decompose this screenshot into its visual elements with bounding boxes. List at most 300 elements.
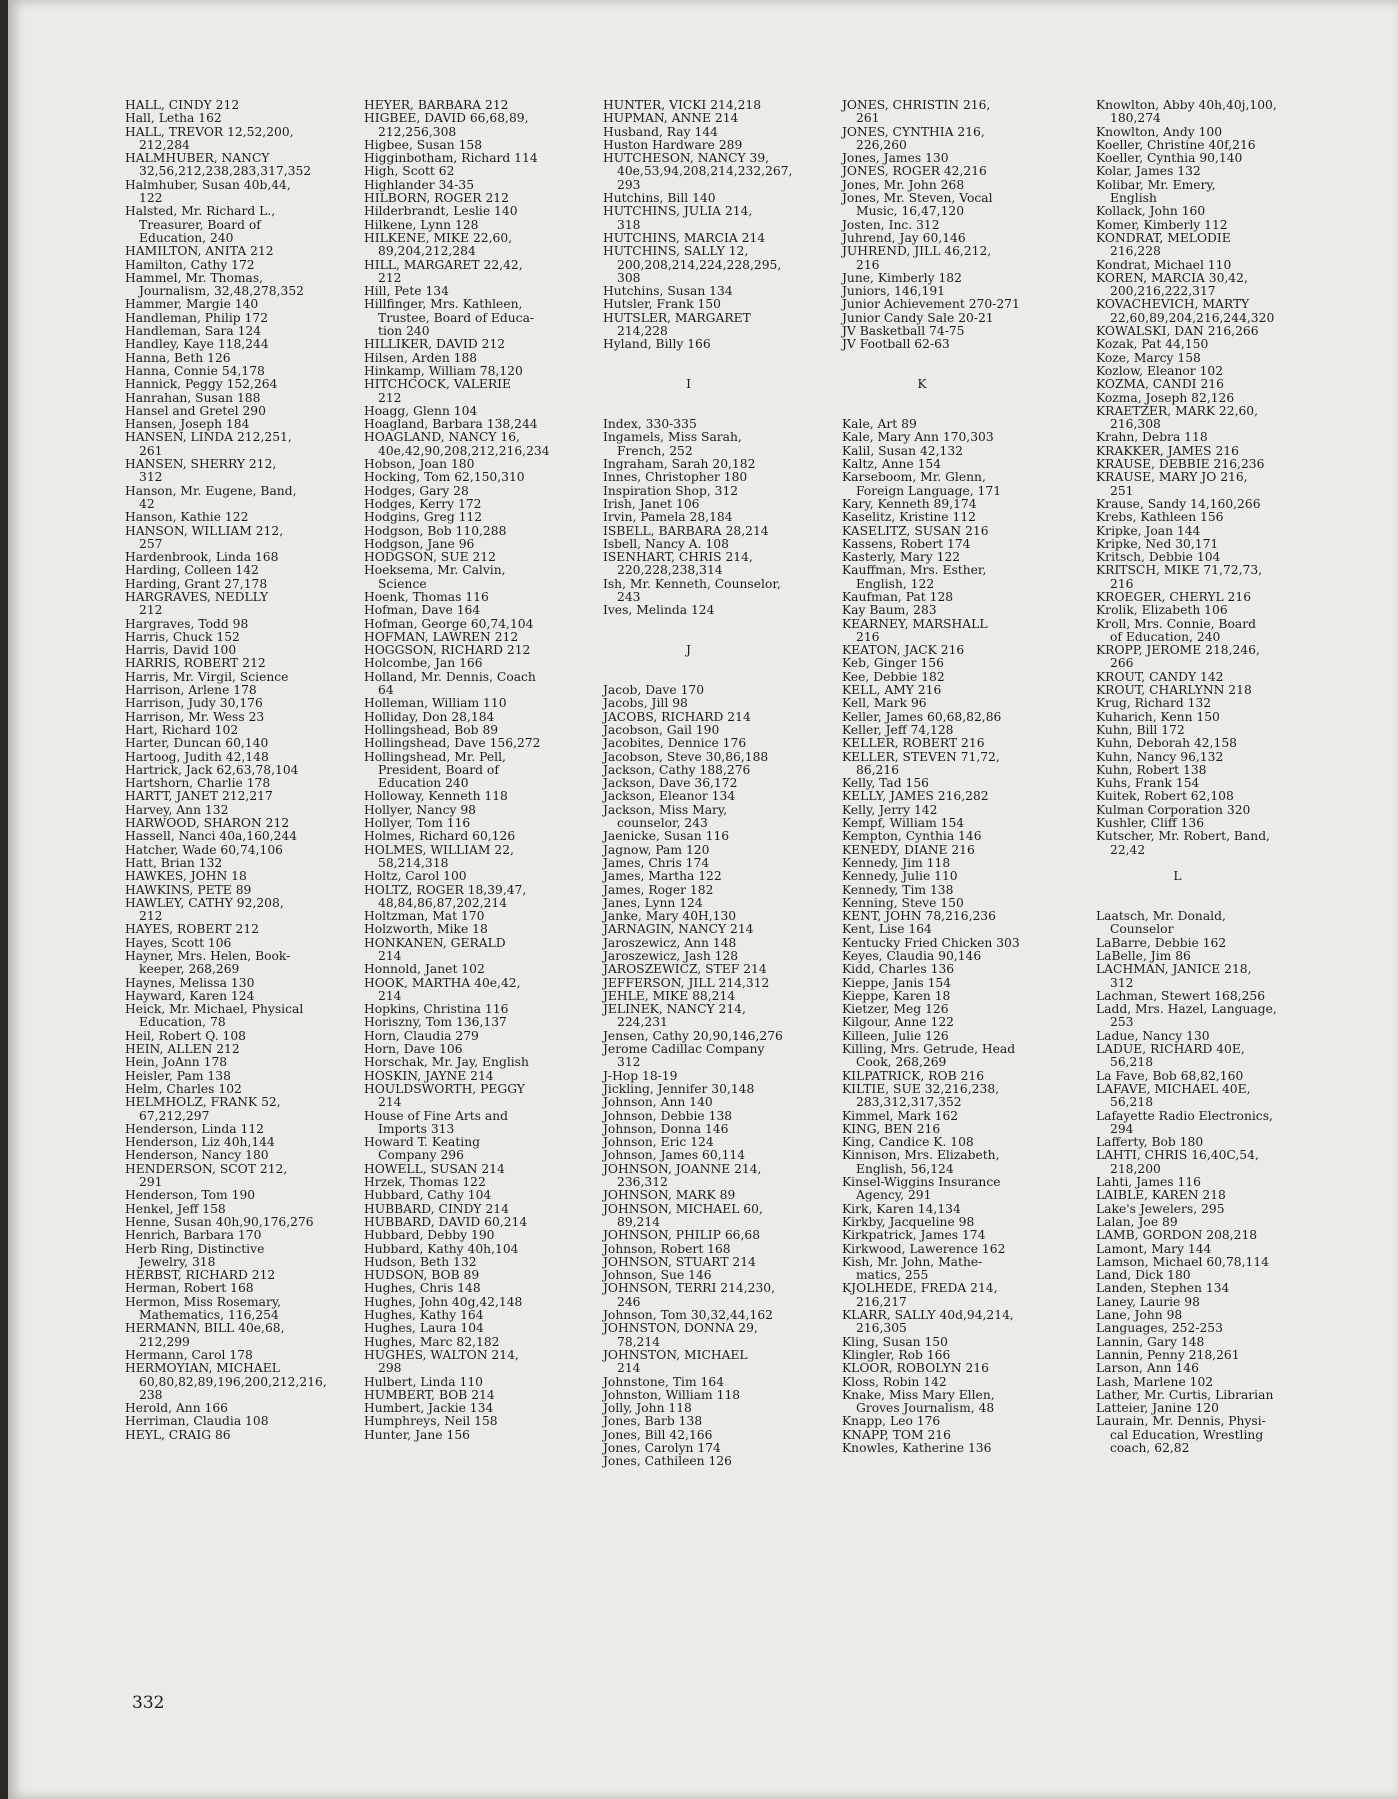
index-entry: Keller, James 60,68,82,86 xyxy=(842,709,1002,724)
index-entry: HOLTZ, ROGER 18,39,47, xyxy=(364,882,527,897)
index-entry-continuation: 216 xyxy=(1110,576,1134,591)
index-entry-continuation: 212,256,308 xyxy=(378,124,457,139)
index-entry: Hollyer, Tom 116 xyxy=(364,816,471,831)
index-entry: Horn, Claudia 279 xyxy=(364,1028,479,1043)
section-letter: I xyxy=(686,377,691,392)
index-entry: Koeller, Christine 40f,216 xyxy=(1096,137,1256,152)
index-entry: Juhrend, Jay 60,146 xyxy=(842,230,966,245)
index-entry-continuation: 212,299 xyxy=(139,1334,190,1349)
index-entry: Krahn, Debra 118 xyxy=(1096,430,1208,445)
index-entry: Killeen, Julie 126 xyxy=(842,1028,949,1043)
index-entry: Lachman, Stewert 168,256 xyxy=(1096,988,1266,1003)
index-entry: Lather, Mr. Curtis, Librarian xyxy=(1096,1387,1274,1402)
spacer xyxy=(1096,884,1277,897)
index-entry: HOGGSON, RICHARD 212 xyxy=(364,643,531,658)
index-entry: James, Chris 174 xyxy=(603,855,710,870)
index-entry-continuation: 246 xyxy=(617,1294,641,1309)
index-entry: HELMHOLZ, FRANK 52, xyxy=(125,1095,281,1110)
index-entry: Koze, Marcy 158 xyxy=(1096,350,1201,365)
index-entry: HUPMAN, ANNE 214 xyxy=(603,111,739,126)
index-entry-continuation: 89,214 xyxy=(617,1214,661,1229)
index-entry: Johnson, Eric 124 xyxy=(603,1135,714,1150)
index-entry: Henne, Susan 40h,90,176,276 xyxy=(125,1214,314,1229)
index-entry: Jones, Carolyn 174 xyxy=(603,1440,721,1455)
index-entry-continuation: 238 xyxy=(139,1387,163,1402)
index-entry-continuation: 216 xyxy=(856,257,880,272)
index-entry-continuation: 251 xyxy=(1110,483,1134,498)
section-letter: L xyxy=(1173,869,1182,884)
index-entry: Henkel, Jeff 158 xyxy=(125,1201,226,1216)
index-entry: Harrison, Arlene 178 xyxy=(125,683,257,698)
index-entry: HILL, MARGARET 22,42, xyxy=(364,257,523,272)
index-entry: Herman, Robert 168 xyxy=(125,1281,254,1296)
index-entry: KOVACHEVICH, MARTY xyxy=(1096,297,1250,312)
index-entry-continuation: 78,214 xyxy=(617,1334,661,1349)
index-entry-continuation: 86,216 xyxy=(856,762,900,777)
index-entry: Ladue, Nancy 130 xyxy=(1096,1028,1210,1043)
index-entry: Jacobson, Gail 190 xyxy=(603,722,720,737)
index-entry: HERMANN, BILL 40e,68, xyxy=(125,1321,285,1336)
index-entry: Hamilton, Cathy 172 xyxy=(125,257,255,272)
index-entry: Knapp, Leo 176 xyxy=(842,1414,941,1429)
index-entry: Kloss, Robin 142 xyxy=(842,1374,947,1389)
index-entry-continuation: Trustee, Board of Educa- xyxy=(378,310,535,325)
index-entry: HAWKINS, PETE 89 xyxy=(125,882,252,897)
index-entry: Kilgour, Anne 122 xyxy=(842,1015,954,1030)
index-entry-continuation: 236,312 xyxy=(617,1175,668,1190)
index-entry: Hinkamp, William 78,120 xyxy=(364,363,523,378)
index-entry: Kenning, Steve 150 xyxy=(842,895,964,910)
index-entry: HAWLEY, CATHY 92,208, xyxy=(125,895,284,910)
index-entry: Kinsel-Wiggins Insurance xyxy=(842,1175,1001,1190)
index-entry: Henderson, Tom 190 xyxy=(125,1188,256,1203)
index-entry: KENT, JOHN 78,216,236 xyxy=(842,909,996,924)
index-entry: Hilderbrandt, Leslie 140 xyxy=(364,204,518,219)
section-letter: K xyxy=(917,377,927,392)
index-entry-continuation: 56,218 xyxy=(1110,1095,1154,1110)
index-entry: Jacobs, Jill 98 xyxy=(603,696,688,711)
index-entry: Hill, Pete 134 xyxy=(364,284,449,299)
index-entry: Jacobson, Steve 30,86,188 xyxy=(603,749,769,764)
index-entry: Holcombe, Jan 166 xyxy=(364,656,483,671)
index-entry-continuation: 212 xyxy=(139,603,163,618)
index-entry: Hutsler, Frank 150 xyxy=(603,297,721,312)
index-entry: Kale, Art 89 xyxy=(842,417,917,432)
index-entry: KOWALSKI, DAN 216,266 xyxy=(1096,324,1259,339)
index-entry: HILLIKER, DAVID 212 xyxy=(364,337,506,352)
index-entry-continuation: coach, 62,82 xyxy=(1110,1440,1190,1455)
index-entry-continuation: English, 122 xyxy=(856,576,935,591)
index-entry: KASELITZ, SUSAN 216 xyxy=(842,523,989,538)
index-entry-continuation: 48,84,86,87,202,214 xyxy=(378,895,508,910)
index-entry: Halsted, Mr. Richard L., xyxy=(125,204,276,219)
index-entry-continuation: 32,56,212,238,283,317,352 xyxy=(139,164,312,179)
index-entry: HUNTER, VICKI 214,218 xyxy=(603,98,762,112)
index-entry: Higbee, Susan 158 xyxy=(364,137,483,152)
index-entry-continuation: of Education, 240 xyxy=(1110,629,1221,644)
index-entry-continuation: 312 xyxy=(617,1055,641,1070)
index-entry: HUTCHESON, NANCY 39, xyxy=(603,151,770,166)
index-entry: KOREN, MARCIA 30,42, xyxy=(1096,270,1248,285)
index-entry: LaBarre, Debbie 162 xyxy=(1096,935,1227,950)
index-entry: JOHNSON, MARK 89 xyxy=(603,1188,736,1203)
index-entry: Johnson, Sue 146 xyxy=(603,1268,712,1283)
index-entry: Hillfinger, Mrs. Kathleen, xyxy=(364,297,523,312)
index-entry: Jickling, Jennifer 30,148 xyxy=(603,1081,755,1096)
index-entry: Kinnison, Mrs. Elizabeth, xyxy=(842,1148,1000,1163)
index-entry: HOWELL, SUSAN 214 xyxy=(364,1161,505,1176)
index-entry-continuation: Foreign Language, 171 xyxy=(856,483,1002,498)
index-entry-continuation: 253 xyxy=(1110,1015,1134,1030)
index-entry: KILTIE, SUE 32,216,238, xyxy=(842,1081,1000,1096)
index-entry: JOHNSTON, MICHAEL xyxy=(603,1347,748,1362)
index-entry: HERBST, RICHARD 212 xyxy=(125,1268,276,1283)
index-entry: HONKANEN, GERALD xyxy=(364,935,506,950)
index-entry: Harding, Grant 27,178 xyxy=(125,576,268,591)
index-entry: Janes, Lynn 124 xyxy=(603,895,703,910)
index-entry: Lafayette Radio Electronics, xyxy=(1096,1108,1273,1123)
index-entry: Isbell, Nancy A. 108 xyxy=(603,536,729,551)
index-entry: Kay Baum, 283 xyxy=(842,603,937,618)
index-entry: Heisler, Pam 138 xyxy=(125,1068,231,1083)
index-entry: Husband, Ray 144 xyxy=(603,124,718,139)
index-entry: Kozak, Pat 44,150 xyxy=(1096,337,1209,352)
index-entry: Harter, Duncan 60,140 xyxy=(125,736,269,751)
index-entry: Kennedy, Tim 138 xyxy=(842,882,954,897)
index-entry-continuation: 291 xyxy=(139,1175,163,1190)
index-entry: Komer, Kimberly 112 xyxy=(1096,217,1228,232)
index-entry: HUTCHINS, MARCIA 214 xyxy=(603,230,766,245)
index-column-5 xyxy=(1096,99,1277,1455)
index-entry-continuation: Jewelry, 318 xyxy=(139,1254,216,1269)
index-entry: Kuhn, Robert 138 xyxy=(1096,762,1207,777)
index-entry: Hartoog, Judith 42,148 xyxy=(125,749,269,764)
index-entry: Harvey, Ann 132 xyxy=(125,802,229,817)
index-entry: Hodgins, Greg 112 xyxy=(364,510,483,525)
index-entry: Jackson, Cathy 188,276 xyxy=(603,762,751,777)
index-entry: LACHMAN, JANICE 218, xyxy=(1096,962,1252,977)
index-entry: Ives, Melinda 124 xyxy=(603,603,715,618)
index-entry: Hulbert, Linda 110 xyxy=(364,1374,483,1389)
index-entry: Holleman, William 110 xyxy=(364,696,507,711)
index-entry: Hayner, Mrs. Helen, Book- xyxy=(125,949,291,963)
index-entry: Johnson, Robert 168 xyxy=(603,1241,731,1256)
index-entry: JELINEK, NANCY 214, xyxy=(603,1002,746,1017)
index-entry: HOOK, MARTHA 40e,42, xyxy=(364,975,521,990)
index-entry: Higginbotham, Richard 114 xyxy=(364,151,538,166)
index-entry: Hoagg, Glenn 104 xyxy=(364,403,478,418)
spacer xyxy=(603,392,792,405)
index-entry: Hyland, Billy 166 xyxy=(603,337,711,352)
index-entry: Knowlton, Abby 40h,40j,100, xyxy=(1096,98,1277,112)
index-entry: Hart, Richard 102 xyxy=(125,722,239,737)
index-entry: HARTT, JANET 212,217 xyxy=(125,789,273,804)
index-entry: Heil, Robert Q. 108 xyxy=(125,1028,246,1043)
index-entry: JOHNSON, MICHAEL 60, xyxy=(603,1201,763,1216)
index-entry-continuation: 226,260 xyxy=(856,137,907,152)
index-entry: James, Martha 122 xyxy=(603,869,722,884)
index-entry: Hargraves, Todd 98 xyxy=(125,616,249,631)
index-entry: KRAUSE, DEBBIE 216,236 xyxy=(1096,457,1265,472)
index-entry: Kollack, John 160 xyxy=(1096,204,1206,219)
index-entry: Karseboom, Mr. Glenn, xyxy=(842,470,986,485)
index-entry: LAFAVE, MICHAEL 40E, xyxy=(1096,1081,1251,1096)
index-entry: Horn, Dave 106 xyxy=(364,1042,463,1057)
index-entry: Lane, John 98 xyxy=(1096,1308,1183,1323)
index-entry: LAHTI, CHRIS 16,40C,54, xyxy=(1096,1148,1259,1163)
index-entry: KOZMA, CANDI 216 xyxy=(1096,377,1224,392)
index-entry-continuation: Cook, 268,269 xyxy=(856,1055,947,1070)
index-entry: Howard T. Keating xyxy=(364,1135,480,1150)
index-entry: JAROSZEWICZ, STEF 214 xyxy=(603,962,767,977)
index-entry-continuation: 257 xyxy=(139,536,163,551)
index-entry: Innes, Christopher 180 xyxy=(603,470,748,485)
index-entry: Hollingshead, Bob 89 xyxy=(364,722,499,737)
index-entry: Jaroszewicz, Jash 128 xyxy=(603,949,739,963)
index-entry-continuation: 122 xyxy=(139,191,163,206)
index-entry: KROUT, CHARLYNN 218 xyxy=(1096,683,1252,698)
index-entry: Holtz, Carol 100 xyxy=(364,869,467,884)
index-entry-continuation: 64 xyxy=(378,683,394,698)
index-entry: Keller, Jeff 74,128 xyxy=(842,722,954,737)
index-entry: Humbert, Jackie 134 xyxy=(364,1401,494,1416)
index-entry: Jolly, John 118 xyxy=(603,1401,692,1416)
index-entry: Hubbard, Cathy 104 xyxy=(364,1188,492,1203)
index-entry: Johnson, Tom 30,32,44,162 xyxy=(603,1308,773,1323)
index-entry: Lamson, Michael 60,78,114 xyxy=(1096,1254,1269,1269)
index-entry-continuation: 212 xyxy=(378,390,402,405)
index-entry: Herriman, Claudia 108 xyxy=(125,1414,269,1429)
index-entry: Hutchins, Bill 140 xyxy=(603,191,716,206)
index-entry: Jaroszewicz, Ann 148 xyxy=(603,935,737,950)
index-entry-continuation: 22,42 xyxy=(1110,842,1146,857)
index-entry: Holtzman, Mat 170 xyxy=(364,909,485,924)
index-entry: High, Scott 62 xyxy=(364,164,455,179)
index-entry: Hrzek, Thomas 122 xyxy=(364,1175,486,1190)
index-entry: Kimmel, Mark 162 xyxy=(842,1108,959,1123)
index-entry: Kuharich, Kenn 150 xyxy=(1096,709,1220,724)
index-entry: Humphreys, Neil 158 xyxy=(364,1414,498,1429)
index-entry: Kuhn, Deborah 42,158 xyxy=(1096,736,1237,751)
index-entry: Hodgson, Jane 96 xyxy=(364,536,475,551)
index-entry-continuation: matics, 255 xyxy=(856,1268,929,1283)
index-entry: Kritsch, Debbie 104 xyxy=(1096,550,1221,565)
index-entry-continuation: 58,214,318 xyxy=(378,855,449,870)
index-entry: Harris, Mr. Virgil, Science xyxy=(125,669,289,684)
index-entry: HANSEN, SHERRY 212, xyxy=(125,457,277,472)
index-entry: Kripke, Ned 30,171 xyxy=(1096,536,1219,551)
index-entry: Handleman, Philip 172 xyxy=(125,310,269,325)
index-entry: Haynes, Melissa 130 xyxy=(125,975,255,990)
index-entry: Hilkene, Lynn 128 xyxy=(364,217,479,232)
index-entry-continuation: English, 56,124 xyxy=(856,1161,954,1176)
index-entry: Kolar, James 132 xyxy=(1096,164,1201,179)
index-entry: Henderson, Liz 40h,144 xyxy=(125,1135,275,1150)
index-entry: Kuitek, Robert 62,108 xyxy=(1096,789,1234,804)
index-entry-continuation: 200,216,222,317 xyxy=(1110,284,1216,299)
index-entry: Heick, Mr. Michael, Physical xyxy=(125,1002,304,1017)
index-entry: HARRIS, ROBERT 212 xyxy=(125,656,266,671)
index-entry: House of Fine Arts and xyxy=(364,1108,509,1123)
index-entry-continuation: 180,274 xyxy=(1110,111,1161,126)
index-entry-continuation: 56,218 xyxy=(1110,1055,1154,1070)
index-entry: Hansen, Joseph 184 xyxy=(125,417,250,432)
index-entry-continuation: 216,308 xyxy=(1110,417,1161,432)
index-entry: HANSON, WILLIAM 212, xyxy=(125,523,284,538)
index-entry-continuation: cal Education, Wrestling xyxy=(1110,1427,1264,1442)
index-entry: Hodges, Kerry 172 xyxy=(364,496,482,511)
index-entry: Kolibar, Mr. Emery, xyxy=(1096,177,1216,192)
index-entry: Hollingshead, Mr. Pell, xyxy=(364,749,506,764)
index-entry: Kushler, Cliff 136 xyxy=(1096,816,1205,831)
index-entry: KONDRAT, MELODIE xyxy=(1096,230,1231,245)
index-entry: Harrison, Judy 30,176 xyxy=(125,696,263,711)
index-entry: Krolik, Elizabeth 106 xyxy=(1096,603,1228,618)
index-entry-continuation: 214 xyxy=(617,1361,641,1376)
index-entry: JONES, CHRISTIN 216, xyxy=(842,98,991,112)
index-entry: Kuhs, Frank 154 xyxy=(1096,776,1200,791)
index-entry-continuation: 312 xyxy=(1110,975,1134,990)
index-entry: Lafferty, Bob 180 xyxy=(1096,1135,1204,1150)
index-entry: Harris, Chuck 152 xyxy=(125,629,240,644)
index-entry: JOHNSON, JOANNE 214, xyxy=(603,1161,762,1176)
index-entry: Kaltz, Anne 154 xyxy=(842,457,942,472)
index-entry: HERMOYIAN, MICHAEL xyxy=(125,1361,280,1376)
index-entry-continuation: Agency, 291 xyxy=(856,1188,932,1203)
index-entry: Kuhn, Bill 172 xyxy=(1096,722,1185,737)
index-entry: Hanna, Beth 126 xyxy=(125,350,231,365)
index-entry-continuation: 224,231 xyxy=(617,1015,668,1030)
index-entry: Hobson, Joan 180 xyxy=(364,457,475,472)
index-entry: KRITSCH, MIKE 71,72,73, xyxy=(1096,563,1263,578)
index-entry-continuation: 22,60,89,204,216,244,320 xyxy=(1110,310,1275,325)
index-entry: Hardenbrook, Linda 168 xyxy=(125,550,279,565)
index-entry-continuation: Science xyxy=(378,576,427,591)
index-entry: HOULDSWORTH, PEGGY xyxy=(364,1081,525,1096)
index-entry: HOAGLAND, NANCY 16, xyxy=(364,430,520,445)
index-entry: LADUE, RICHARD 40E, xyxy=(1096,1042,1245,1057)
index-entry: Knowlton, Andy 100 xyxy=(1096,124,1223,139)
index-entry: Lamont, Mary 144 xyxy=(1096,1241,1212,1256)
index-entry: Jackson, Miss Mary, xyxy=(603,802,728,817)
index-entry: Hughes, Marc 82,182 xyxy=(364,1334,500,1349)
spacer xyxy=(603,671,792,684)
index-entry: Hayes, Scott 106 xyxy=(125,935,232,950)
index-entry: Klingler, Rob 166 xyxy=(842,1347,951,1362)
index-entry: Kirkwood, Lawerence 162 xyxy=(842,1241,1006,1256)
index-entry: Kalil, Susan 42,132 xyxy=(842,443,963,458)
index-entry: Honnold, Janet 102 xyxy=(364,962,485,977)
spacer xyxy=(842,392,1020,405)
index-entry: HEIN, ALLEN 212 xyxy=(125,1042,240,1057)
index-entry: Handleman, Sara 124 xyxy=(125,324,262,339)
spacer xyxy=(603,365,792,378)
index-entry: Hutchins, Susan 134 xyxy=(603,284,733,299)
index-entry: HITCHCOCK, VALERIE xyxy=(364,377,511,392)
index-entry: Jones, Cathileen 126 xyxy=(603,1454,732,1469)
index-entry: Helm, Charles 102 xyxy=(125,1081,242,1096)
index-entry: Kennedy, Jim 118 xyxy=(842,855,951,870)
index-entry: Hanson, Kathie 122 xyxy=(125,510,249,525)
index-entry: Janke, Mary 40H,130 xyxy=(603,909,737,924)
index-entry: Hall, Letha 162 xyxy=(125,111,222,126)
index-entry: Kaufman, Pat 128 xyxy=(842,589,954,604)
index-entry: Hunter, Jane 156 xyxy=(364,1427,470,1442)
index-entry: HIGBEE, DAVID 66,68,89, xyxy=(364,111,529,126)
index-entry: Johnson, Debbie 138 xyxy=(603,1108,733,1123)
index-entry-continuation: Music, 16,47,120 xyxy=(856,204,965,219)
index-entry: HUBBARD, CINDY 214 xyxy=(364,1201,509,1216)
index-entry: HARWOOD, SHARON 212 xyxy=(125,816,290,831)
index-entry-continuation: 312 xyxy=(139,470,163,485)
index-entry-continuation: 42 xyxy=(139,496,155,511)
index-entry: Henderson, Nancy 180 xyxy=(125,1148,269,1163)
index-entry: Hoenk, Thomas 116 xyxy=(364,589,489,604)
index-entry: KING, BEN 216 xyxy=(842,1121,941,1136)
index-entry: Lalan, Joe 89 xyxy=(1096,1214,1178,1229)
index-entry: KEARNEY, MARSHALL xyxy=(842,616,988,631)
index-entry-continuation: 266 xyxy=(1110,656,1134,671)
index-entry: Junior Achievement 270-271 xyxy=(842,297,1020,312)
index-entry-continuation: 261 xyxy=(856,111,880,126)
index-entry-continuation: 318 xyxy=(617,217,641,232)
index-entry: Hodgson, Bob 110,288 xyxy=(364,523,507,538)
index-entry: Jones, Barb 138 xyxy=(603,1414,703,1429)
index-entry: KILPATRICK, ROB 216 xyxy=(842,1068,985,1083)
index-entry: HUGHES, WALTON 214, xyxy=(364,1347,519,1362)
index-entry-continuation: 218,200 xyxy=(1110,1161,1161,1176)
index-entry-continuation: 243 xyxy=(617,589,641,604)
index-entry: Hanna, Connie 54,178 xyxy=(125,363,265,378)
index-entry: Laurain, Mr. Dennis, Physi- xyxy=(1096,1414,1266,1429)
index-entry: Herb Ring, Distinctive xyxy=(125,1241,265,1256)
index-entry-continuation: Imports 313 xyxy=(378,1121,455,1136)
index-entry-continuation: tion 240 xyxy=(378,324,430,339)
spacer xyxy=(1096,897,1277,910)
index-entry-continuation: counselor, 243 xyxy=(617,816,708,831)
index-entry: Johnstone, Tim 164 xyxy=(603,1374,725,1389)
index-entry: Hatcher, Wade 60,74,106 xyxy=(125,842,283,857)
index-entry: Henrich, Barbara 170 xyxy=(125,1228,262,1243)
index-entry: ISENHART, CHRIS 214, xyxy=(603,550,753,565)
spacer xyxy=(603,405,792,418)
index-entry: KLOOR, ROBOLYN 216 xyxy=(842,1361,989,1376)
index-entry-continuation: Education, 78 xyxy=(139,1015,226,1030)
spacer xyxy=(842,365,1020,378)
index-entry: Kempf, William 154 xyxy=(842,816,965,831)
index-entry: Larson, Ann 146 xyxy=(1096,1361,1199,1376)
index-entry: Krause, Sandy 14,160,266 xyxy=(1096,496,1261,511)
index-entry: KEATON, JACK 216 xyxy=(842,643,965,658)
index-entry: Horiszny, Tom 136,137 xyxy=(364,1015,507,1030)
index-entry: HILBORN, ROGER 212 xyxy=(364,191,509,206)
index-entry-continuation: 212 xyxy=(378,270,402,285)
index-entry: Highlander 34-35 xyxy=(364,177,475,192)
index-entry: Koeller, Cynthia 90,140 xyxy=(1096,151,1243,166)
index-entry: KNAPP, TOM 216 xyxy=(842,1427,951,1442)
index-entry: Johnson, Ann 140 xyxy=(603,1095,713,1110)
index-entry: Lahti, James 116 xyxy=(1096,1175,1201,1190)
index-entry: Jones, James 130 xyxy=(842,151,949,166)
index-entry: Harris, David 100 xyxy=(125,643,237,658)
index-entry: Kirkby, Jacqueline 98 xyxy=(842,1214,975,1229)
index-entry: Hein, JoAnn 178 xyxy=(125,1055,228,1070)
index-entry: J-Hop 18-19 xyxy=(603,1068,678,1083)
index-entry: HUTCHINS, SALLY 12, xyxy=(603,244,749,259)
index-entry-continuation: Treasurer, Board of xyxy=(139,217,261,232)
index-entry: Kutscher, Mr. Robert, Band, xyxy=(1096,829,1270,844)
index-entry-continuation: 216,228 xyxy=(1110,244,1161,259)
